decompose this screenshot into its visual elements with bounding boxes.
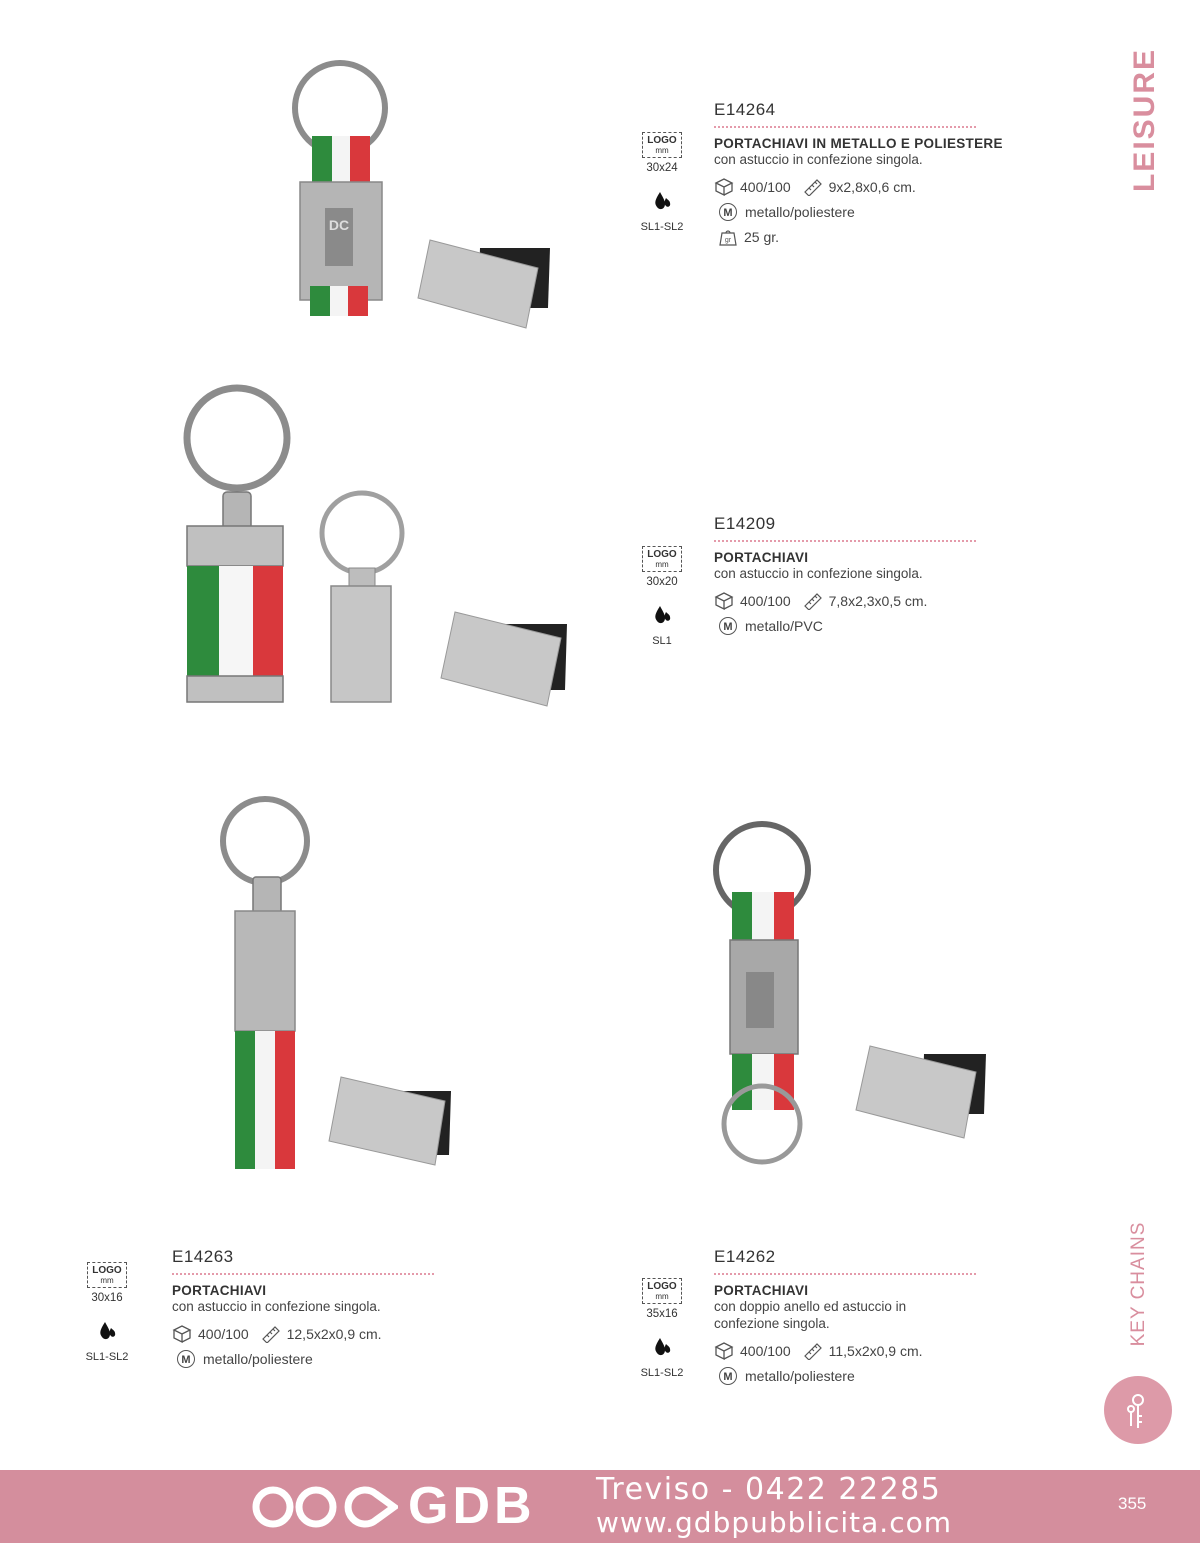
product-code: E14263 — [172, 1247, 234, 1266]
dotted-divider — [714, 126, 976, 128]
product-description: con astuccio in confezione singola. — [714, 566, 923, 581]
print-methods: SL1-SL2 — [85, 1351, 129, 1363]
key-chain-icon-badge — [1104, 1376, 1172, 1444]
product-description: con astuccio in confezione singola. — [714, 152, 923, 167]
packaging-value: 400/100 — [740, 178, 791, 195]
dimensions-value: 9x2,8x0,6 cm. — [828, 178, 916, 195]
material-value: metallo/poliestere — [745, 1367, 855, 1384]
box-icon — [714, 178, 734, 196]
product-code: E14262 — [714, 1247, 776, 1266]
engraving-text: DC — [328, 217, 350, 233]
logo-size-icon: LOGO mm — [642, 546, 682, 572]
category-label: LEISURE — [1128, 47, 1161, 193]
material-icon: M — [719, 1367, 737, 1385]
description-line: confezione singola. — [714, 1316, 830, 1331]
spec-row-weight — [714, 224, 984, 249]
product-description: con astuccio in confezione singola. — [172, 1299, 381, 1314]
weight-icon — [718, 227, 738, 247]
material-value: metallo/poliestere — [203, 1350, 313, 1367]
product-info-e14263 — [172, 1247, 442, 1371]
spec-row-packaging — [714, 1338, 984, 1363]
product-image-e14262 — [700, 810, 1000, 1170]
box-icon — [714, 592, 734, 610]
product-code: E14264 — [714, 100, 776, 119]
product-info-e14264 — [714, 100, 1003, 249]
product-info-e14262 — [714, 1247, 984, 1388]
logo-size-icon: LOGO mm — [87, 1262, 127, 1288]
brand-name: GDB — [408, 1477, 536, 1535]
product-title: PORTACHIAVI — [172, 1283, 267, 1298]
logo-area-e14209 — [632, 546, 692, 647]
product-title: PORTACHIAVI IN METALLO E POLIESTERE — [714, 136, 1003, 151]
logo-size: 30x20 — [646, 576, 678, 588]
footer-bar — [0, 1470, 1200, 1543]
dimensions-value: 7,8x2,3x0,5 cm. — [828, 592, 928, 609]
material-value: metallo/PVC — [745, 617, 823, 634]
print-methods: SL1-SL2 — [640, 221, 684, 233]
packaging-value: 400/100 — [740, 592, 791, 609]
logo-size: 30x16 — [91, 1292, 123, 1304]
print-methods: SL1-SL2 — [640, 1367, 684, 1379]
ruler-icon — [803, 592, 823, 610]
weight-value: 25 gr. — [744, 228, 780, 245]
logo-size: 30x24 — [646, 162, 678, 174]
material-icon: M — [719, 617, 737, 635]
spec-row-packaging — [714, 588, 984, 613]
product-description — [714, 1298, 984, 1332]
website[interactable]: www.gdbpubblicita.com — [596, 1506, 952, 1539]
ink-drop-icon — [652, 604, 672, 626]
material-value: metallo/poliestere — [745, 203, 855, 220]
ink-drop-icon — [97, 1320, 117, 1342]
key-icon — [1104, 1376, 1172, 1444]
dotted-divider — [172, 1273, 434, 1275]
spec-row-material — [714, 1363, 984, 1388]
box-icon — [172, 1325, 192, 1343]
dimensions-value: 11,5x2x0,9 cm. — [828, 1342, 923, 1359]
svg-text:gr: gr — [724, 236, 732, 244]
product-info-e14209 — [714, 514, 984, 638]
product-image-e14209 — [165, 380, 585, 720]
product-code: E14209 — [714, 514, 776, 533]
spec-row-material — [172, 1346, 442, 1371]
spec-row-packaging — [714, 174, 984, 199]
gdb-logo-icon — [248, 1482, 398, 1532]
subcategory-label: KEY CHAINS — [1128, 1221, 1149, 1347]
logo-size: 35x16 — [646, 1308, 678, 1320]
material-icon: M — [719, 203, 737, 221]
product-title: PORTACHIAVI — [714, 1283, 809, 1298]
ink-drop-icon — [652, 1336, 672, 1358]
phone-line: Treviso - 0422 22285 — [596, 1472, 942, 1507]
spec-row-material — [714, 199, 984, 224]
spec-row-packaging — [172, 1321, 442, 1346]
logo-area-e14263 — [77, 1262, 137, 1363]
description-line: con doppio anello ed astuccio in — [714, 1299, 907, 1314]
material-icon: M — [177, 1350, 195, 1368]
packaging-value: 400/100 — [740, 1342, 791, 1359]
product-image-e14263 — [215, 795, 465, 1175]
ruler-icon — [261, 1325, 281, 1343]
ruler-icon — [803, 1342, 823, 1360]
packaging-value: 400/100 — [198, 1325, 249, 1342]
page-number: 355 — [1118, 1494, 1147, 1513]
dimensions-value: 12,5x2x0,9 cm. — [286, 1325, 382, 1342]
logo-size-icon: LOGO mm — [642, 1278, 682, 1304]
logo-size-icon: LOGO mm — [642, 132, 682, 158]
product-title: PORTACHIAVI — [714, 550, 809, 565]
logo-area-e14262 — [632, 1278, 692, 1379]
print-methods: SL1 — [652, 635, 672, 647]
dotted-divider — [714, 540, 976, 542]
ink-drop-icon — [652, 190, 672, 212]
ruler-icon — [803, 178, 823, 196]
logo-area-e14264 — [632, 132, 692, 233]
spec-row-material — [714, 613, 984, 638]
box-icon — [714, 1342, 734, 1360]
dotted-divider — [714, 1273, 976, 1275]
product-image-e14264 — [270, 50, 570, 340]
